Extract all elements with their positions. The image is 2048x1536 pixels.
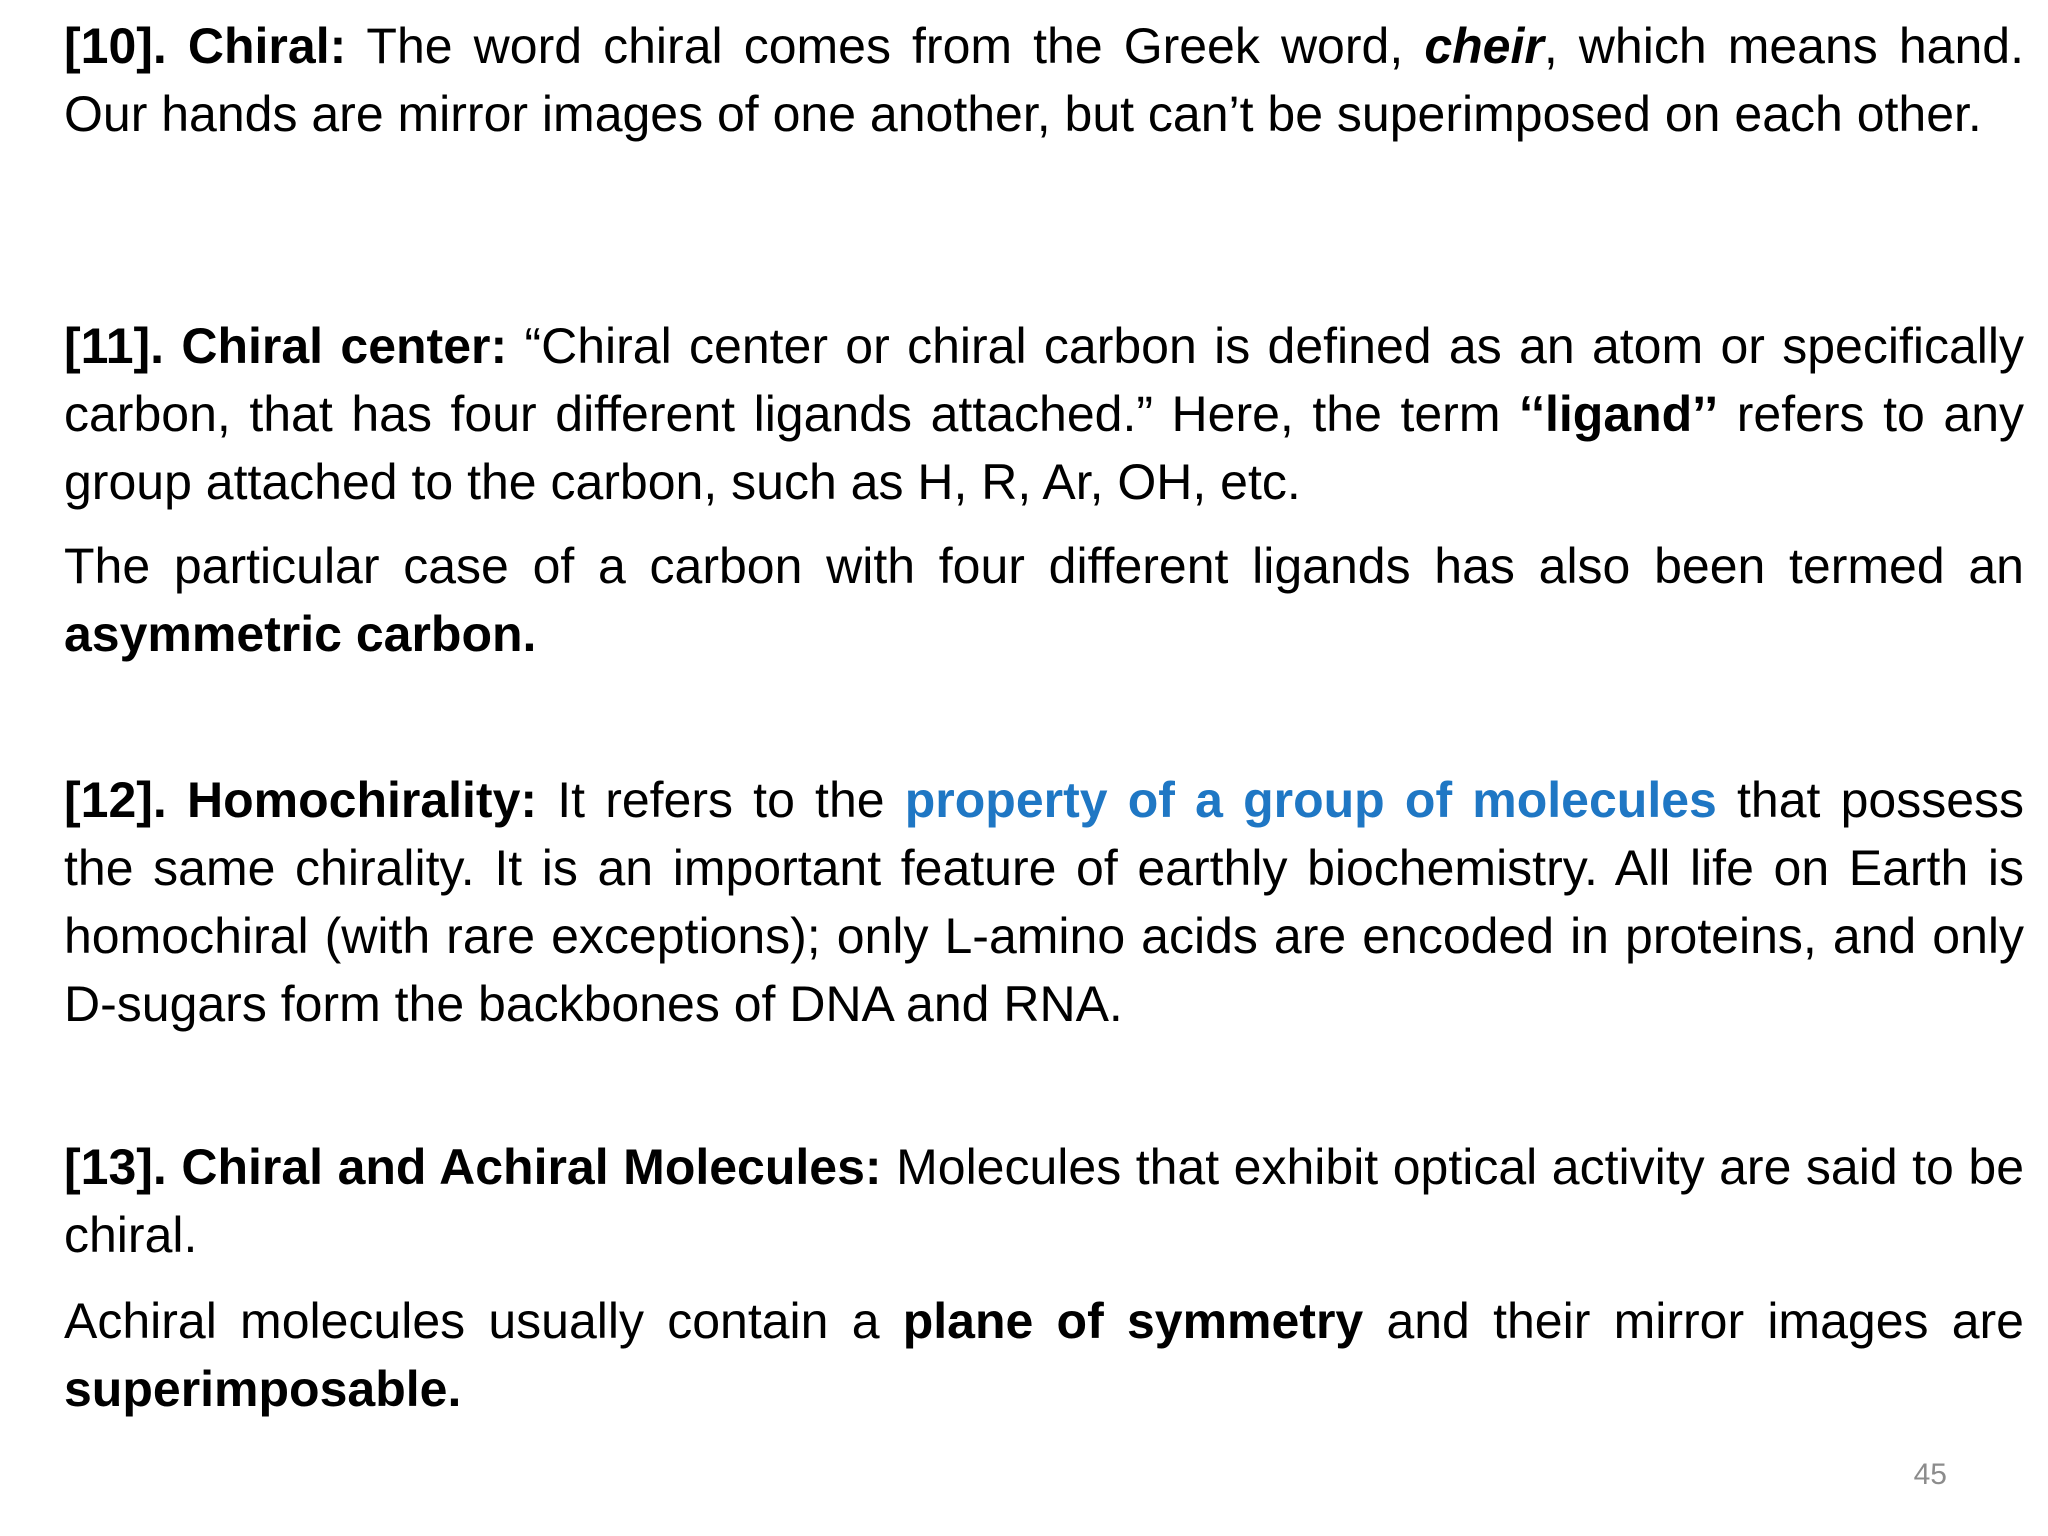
achiral-text-2: and their mirror images are: [1363, 1293, 2024, 1349]
page-number: 45: [1913, 1458, 1947, 1491]
asymmetric-text: The particular case of a carbon with four different ligands has also been termed an: [64, 538, 2024, 594]
heading-chiral-achiral: [13]. Chiral and Achiral Molecules:: [64, 1139, 882, 1195]
chiral-center-text-1: “Chiral center or chiral carbon is defined as an atom or specifically carbon, that has four different ligands attached.” Here, the term: [64, 318, 2024, 442]
paragraph-chiral: [64, 12, 2024, 148]
heading-chiral: [10]. Chiral:: [64, 18, 347, 74]
achiral-text-1: Achiral molecules usually contain a: [64, 1293, 903, 1349]
chiral-text-1: The word chiral comes from the Greek word,: [346, 18, 1425, 74]
superimposable-term: superimposable.: [64, 1361, 462, 1417]
heading-chiral-center: [11]. Chiral center:: [64, 318, 508, 374]
heading-homochirality: [12]. Homochirality:: [64, 772, 538, 828]
paragraph-homochirality: [64, 766, 2024, 1038]
homochirality-text-1: It refers to the: [537, 772, 905, 828]
chiral-achiral-text-1: Molecules that exhibit optical activity are said to be chiral.: [64, 1139, 2025, 1263]
greek-word: cheir: [1424, 18, 1544, 74]
paragraph-chiral-achiral: [64, 1133, 2024, 1269]
chiral-center-text-2: refers to any group attached to the carbon, such as H, R, Ar, OH, etc.: [64, 386, 2025, 510]
plane-of-symmetry-term: plane of symmetry: [902, 1293, 1364, 1349]
paragraph-chiral-center: [64, 312, 2024, 516]
paragraph-achiral: [64, 1287, 2024, 1423]
homochirality-highlight: property of a group of molecules: [904, 772, 1717, 828]
ligand-term: ‘‘ligand’’: [1519, 386, 1719, 442]
paragraph-asymmetric-carbon: [64, 532, 2024, 668]
asymmetric-carbon-term: asymmetric carbon.: [64, 606, 537, 662]
homochirality-text-2: that possess the same chirality. It is an important feature of earthly biochemistry. All life on Earth is homochiral (with rare exceptions); only L-amino acids are encoded in proteins, and only D-sugars form the backbones of DNA and RNA.: [64, 772, 2025, 1032]
chiral-text-2: , which means hand. Our hands are mirror images of one another, but can’t be superimposed on each other.: [64, 18, 2024, 142]
